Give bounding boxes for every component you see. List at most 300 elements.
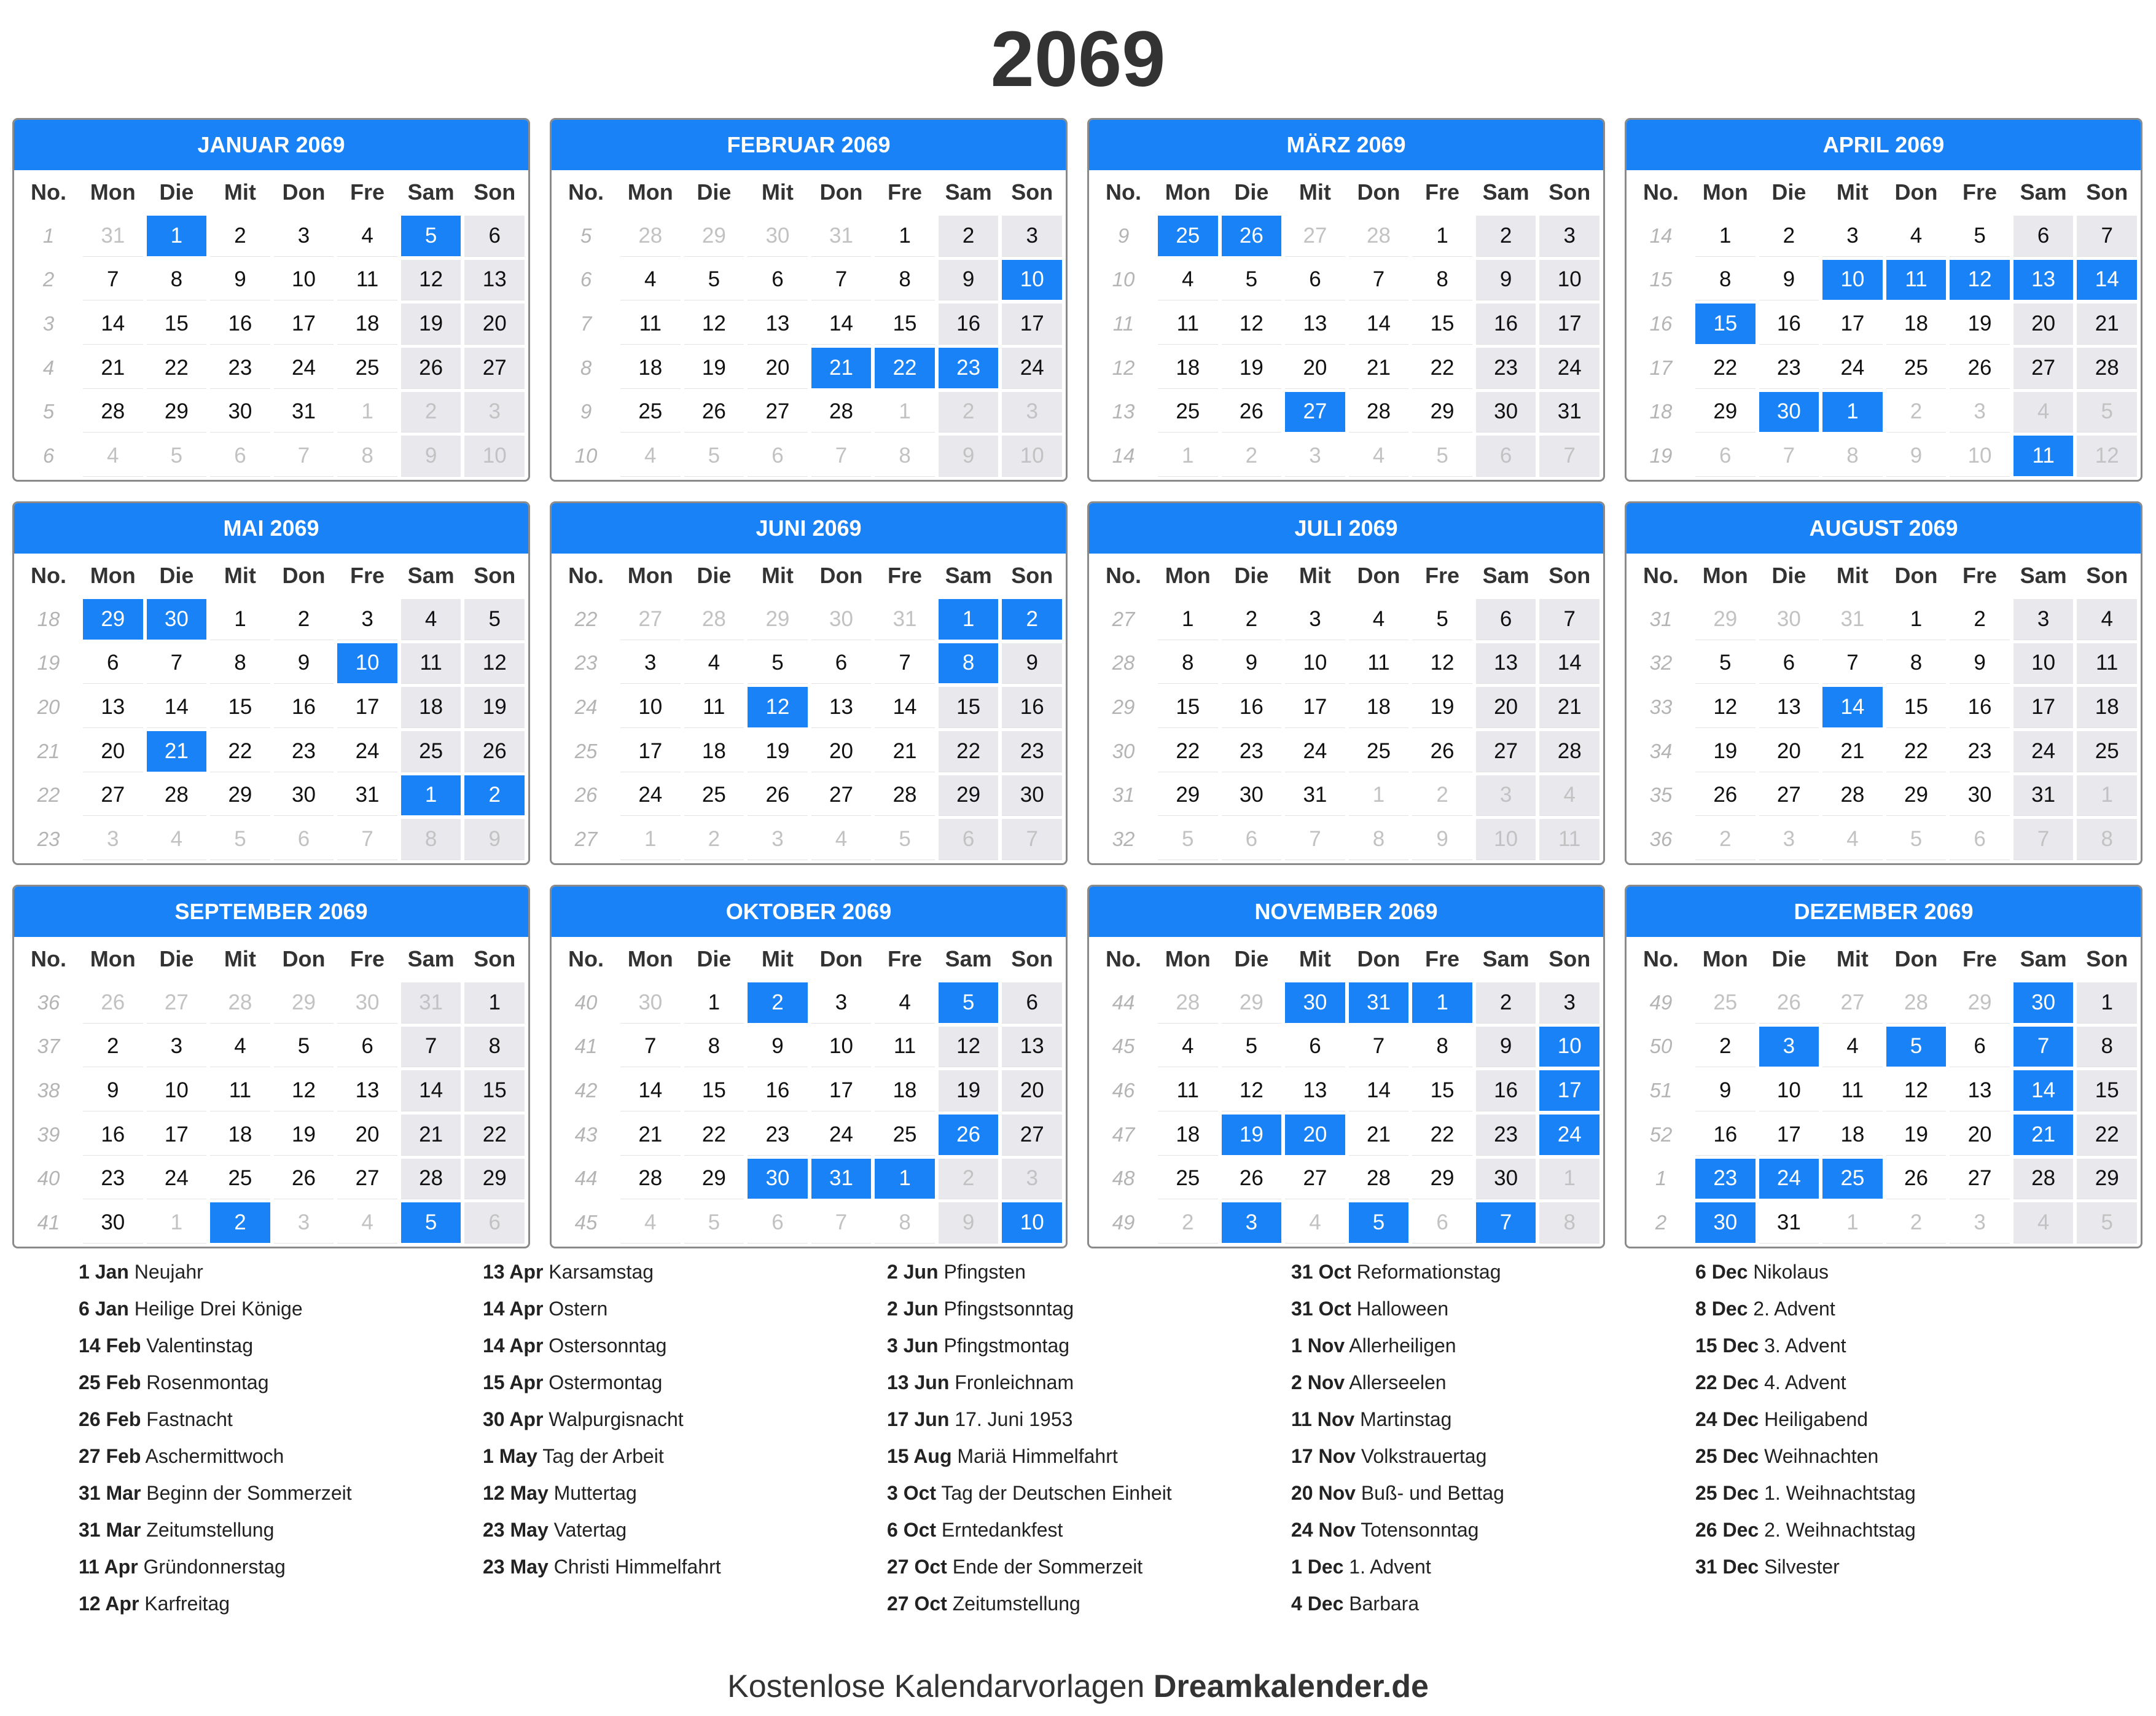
day-cell: 18 <box>1349 687 1409 727</box>
months-grid <box>12 118 2144 1248</box>
weekday-header: Son <box>474 946 516 971</box>
day-cell: 8 <box>464 1027 525 1067</box>
holiday-item <box>79 1475 483 1511</box>
day-cell: 5 <box>274 1027 334 1067</box>
day-cell: 16 <box>1476 304 1536 344</box>
weekday-header: Mon <box>90 946 136 971</box>
holiday-date: 17 Nov <box>1291 1445 1356 1467</box>
holiday-name: Tag der Deutschen Einheit <box>941 1482 1172 1504</box>
holiday-item <box>79 1401 483 1438</box>
day-cell: 4 <box>620 436 681 476</box>
day-cell: 7 <box>875 643 935 684</box>
day-cell: 19 <box>1222 1115 1282 1155</box>
day-cell: 27 <box>464 348 525 388</box>
day-cell: 19 <box>939 1070 999 1111</box>
holiday-date: 15 Apr <box>483 1371 544 1393</box>
day-cell: 24 <box>1285 731 1345 772</box>
holiday-column <box>1695 1253 2099 1622</box>
day-cell: 15 <box>1158 687 1218 727</box>
holiday-item <box>1695 1475 2099 1511</box>
weekday-header: Mon <box>1702 563 1748 588</box>
holiday-item <box>1695 1511 2099 1548</box>
weekday-header: Sam <box>2020 946 2067 971</box>
month-grid <box>1627 170 2141 480</box>
holiday-item <box>79 1327 483 1364</box>
day-cell: 4 <box>401 599 461 640</box>
weekday-header: Don <box>282 946 326 971</box>
month-grid <box>1627 937 2141 1247</box>
day-cell: 27 <box>83 775 143 816</box>
day-cell: 2 <box>1886 392 1947 433</box>
day-cell: 29 <box>1222 982 1282 1023</box>
week-number: 18 <box>37 607 60 630</box>
day-cell: 31 <box>274 392 334 433</box>
month-grid <box>552 170 1066 480</box>
day-cell: 3 <box>147 1027 207 1067</box>
week-number: 33 <box>1649 695 1673 719</box>
day-cell: 4 <box>1886 216 1947 256</box>
day-cell: 9 <box>939 1202 999 1243</box>
day-cell: 17 <box>1539 304 1599 344</box>
week-number: 42 <box>574 1079 598 1102</box>
day-cell: 8 <box>210 643 270 684</box>
month-calendar <box>12 118 530 482</box>
day-cell: 28 <box>147 775 207 816</box>
week-number: 1 <box>1655 1167 1667 1190</box>
day-cell: 6 <box>1695 436 1756 476</box>
week-number: 32 <box>1112 828 1135 851</box>
day-cell: 17 <box>1759 1115 1819 1155</box>
day-cell: 9 <box>464 819 525 860</box>
holiday-item <box>1291 1511 1695 1548</box>
week-number: 41 <box>574 1035 598 1058</box>
week-number: 2 <box>1655 1211 1667 1234</box>
week-number: 36 <box>1649 828 1673 851</box>
week-number: 19 <box>37 651 60 675</box>
month-title: DEZEMBER 2069 <box>1627 887 2141 937</box>
holiday-item <box>1291 1548 1695 1585</box>
day-cell: 30 <box>1695 1202 1756 1243</box>
day-cell: 21 <box>1539 687 1599 727</box>
day-cell: 13 <box>1476 643 1536 684</box>
day-cell: 14 <box>2013 1070 2074 1111</box>
week-number: 49 <box>1649 990 1673 1014</box>
day-cell: 5 <box>684 1202 744 1243</box>
day-cell: 26 <box>1222 392 1282 433</box>
day-cell: 9 <box>401 436 461 476</box>
holiday-date: 13 Apr <box>483 1261 544 1283</box>
holiday-name: Pfingstmontag <box>943 1334 1070 1357</box>
week-number: 48 <box>1112 1167 1135 1190</box>
week-number: 31 <box>1112 783 1135 807</box>
day-cell: 29 <box>464 1159 525 1199</box>
day-cell: 11 <box>1349 643 1409 684</box>
day-cell: 29 <box>1695 599 1756 640</box>
week-number: 19 <box>1649 444 1673 468</box>
weekday-header: Don <box>1357 563 1400 588</box>
day-cell: 22 <box>2077 1115 2137 1155</box>
day-cell: 2 <box>1759 216 1819 256</box>
day-cell: 21 <box>2077 304 2137 344</box>
holiday-date: 11 Apr <box>79 1556 138 1578</box>
day-cell: 1 <box>1822 392 1883 433</box>
holiday-date: 22 Dec <box>1695 1371 1759 1393</box>
day-cell: 16 <box>1222 687 1282 727</box>
day-cell: 10 <box>274 260 334 300</box>
holiday-item <box>1695 1327 2099 1364</box>
day-cell: 12 <box>748 687 808 727</box>
day-cell: 26 <box>684 392 744 433</box>
weekday-header: No. <box>31 563 66 588</box>
day-cell: 5 <box>939 982 999 1023</box>
holiday-name: Pfingstsonntag <box>943 1298 1074 1320</box>
day-cell: 15 <box>2077 1070 2137 1111</box>
holiday-date: 24 Nov <box>1291 1519 1356 1541</box>
day-cell: 31 <box>83 216 143 256</box>
holiday-name: 4. Advent <box>1764 1371 1846 1393</box>
day-cell: 25 <box>875 1115 935 1155</box>
weekday-header: Die <box>159 179 194 205</box>
day-cell: 3 <box>1222 1202 1282 1243</box>
holiday-item <box>887 1364 1291 1401</box>
holiday-date: 2 Jun <box>887 1298 939 1320</box>
day-cell: 17 <box>1539 1070 1599 1111</box>
holiday-date: 8 Dec <box>1695 1298 1748 1320</box>
weekday-header: Fre <box>1963 563 1998 588</box>
day-cell: 26 <box>83 982 143 1023</box>
holiday-item <box>1695 1364 2099 1401</box>
week-number: 49 <box>1112 1211 1135 1234</box>
week-number: 36 <box>37 990 60 1014</box>
holiday-name: Ende der Sommerzeit <box>952 1556 1143 1578</box>
day-cell: 3 <box>1285 599 1345 640</box>
day-cell: 30 <box>337 982 397 1023</box>
holiday-name: Zeitumstellung <box>952 1593 1080 1615</box>
day-cell: 4 <box>684 643 744 684</box>
day-cell: 22 <box>210 731 270 772</box>
day-cell: 23 <box>1002 731 1062 772</box>
weekday-header: No. <box>31 179 66 205</box>
holiday-date: 14 Apr <box>483 1298 544 1320</box>
day-cell: 11 <box>1158 1070 1218 1111</box>
day-cell: 10 <box>1476 819 1536 860</box>
day-cell: 24 <box>1759 1159 1819 1199</box>
day-cell: 13 <box>1285 304 1345 344</box>
day-cell: 8 <box>684 1027 744 1067</box>
weekday-header: No. <box>1106 946 1141 971</box>
weekday-header: Don <box>1894 179 1938 205</box>
day-cell: 30 <box>1950 775 2010 816</box>
day-cell: 26 <box>274 1159 334 1199</box>
day-cell: 12 <box>464 643 525 684</box>
day-cell: 16 <box>748 1070 808 1111</box>
day-cell: 9 <box>274 643 334 684</box>
day-cell: 9 <box>210 260 270 300</box>
day-cell: 19 <box>1950 304 2010 344</box>
holiday-name: Halloween <box>1356 1298 1449 1320</box>
day-cell: 2 <box>1222 436 1282 476</box>
day-cell: 29 <box>1886 775 1947 816</box>
day-cell: 7 <box>1476 1202 1536 1243</box>
day-cell: 9 <box>1222 643 1282 684</box>
weekday-header: Sam <box>407 946 455 971</box>
holiday-name: Totensonntag <box>1361 1519 1479 1541</box>
day-cell: 14 <box>147 687 207 727</box>
holiday-item <box>483 1253 887 1290</box>
weekday-header: Fre <box>1425 946 1460 971</box>
weekday-header: Die <box>159 946 194 971</box>
day-cell: 5 <box>684 436 744 476</box>
day-cell: 4 <box>1822 1027 1883 1067</box>
month-title: JULI 2069 <box>1089 503 1603 554</box>
day-cell: 15 <box>684 1070 744 1111</box>
day-cell: 9 <box>939 260 999 300</box>
day-cell: 6 <box>1759 643 1819 684</box>
holiday-item <box>483 1475 887 1511</box>
day-cell: 16 <box>1476 1070 1536 1111</box>
day-cell: 27 <box>337 1159 397 1199</box>
holiday-name: Neujahr <box>134 1261 203 1283</box>
day-cell: 28 <box>210 982 270 1023</box>
holiday-name: Heiligabend <box>1764 1408 1869 1430</box>
day-cell: 13 <box>337 1070 397 1111</box>
day-cell: 19 <box>748 731 808 772</box>
week-number: 27 <box>574 828 598 851</box>
day-cell: 3 <box>1539 216 1599 256</box>
day-cell: 23 <box>1695 1159 1756 1199</box>
day-cell: 30 <box>1222 775 1282 816</box>
holiday-item <box>79 1364 483 1401</box>
day-cell: 1 <box>620 819 681 860</box>
holiday-name: 1. Advent <box>1349 1556 1431 1578</box>
weekday-header: Mon <box>1702 946 1748 971</box>
day-cell: 7 <box>1539 599 1599 640</box>
weekday-header: Die <box>697 563 732 588</box>
holiday-date: 1 Dec <box>1291 1556 1344 1578</box>
day-cell: 6 <box>464 1202 525 1243</box>
week-number: 11 <box>1112 312 1135 335</box>
month-grid <box>552 554 1066 863</box>
day-cell: 1 <box>875 1159 935 1199</box>
day-cell: 31 <box>811 216 872 256</box>
day-cell: 31 <box>1285 775 1345 816</box>
day-cell: 10 <box>464 436 525 476</box>
day-cell: 31 <box>1759 1202 1819 1243</box>
day-cell: 25 <box>337 348 397 388</box>
weekday-header: Mit <box>1299 946 1331 971</box>
weekday-header: Mit <box>761 179 794 205</box>
weekday-header: Fre <box>1425 179 1460 205</box>
day-cell: 17 <box>2013 687 2074 727</box>
month-calendar <box>550 501 1068 865</box>
day-cell: 12 <box>1950 260 2010 300</box>
month-grid <box>14 554 528 863</box>
day-cell: 22 <box>1695 348 1756 388</box>
holiday-name: Reformationstag <box>1356 1261 1501 1283</box>
day-cell: 2 <box>1002 599 1062 640</box>
day-cell: 19 <box>1886 1115 1947 1155</box>
day-cell: 8 <box>1158 643 1218 684</box>
month-calendar <box>1625 118 2142 482</box>
day-cell: 6 <box>1222 819 1282 860</box>
day-cell: 22 <box>1158 731 1218 772</box>
day-cell: 7 <box>83 260 143 300</box>
day-cell: 8 <box>1349 819 1409 860</box>
weekday-header: Mon <box>627 179 673 205</box>
day-cell: 1 <box>1539 1159 1599 1199</box>
day-cell: 5 <box>1886 1027 1947 1067</box>
day-cell: 31 <box>1349 982 1409 1023</box>
day-cell: 27 <box>2013 348 2074 388</box>
holiday-item <box>1695 1438 2099 1475</box>
weekday-header: No. <box>1643 563 1679 588</box>
day-cell: 12 <box>939 1027 999 1067</box>
day-cell: 22 <box>939 731 999 772</box>
weekday-header: Don <box>819 946 863 971</box>
day-cell: 8 <box>2077 1027 2137 1067</box>
holiday-date: 6 Jan <box>79 1298 129 1320</box>
holiday-date: 25 Dec <box>1695 1445 1759 1467</box>
weekday-header: Mit <box>1836 563 1869 588</box>
day-cell: 5 <box>1412 599 1472 640</box>
day-cell: 20 <box>2013 304 2074 344</box>
holiday-date: 14 Feb <box>79 1334 141 1357</box>
month-title: APRIL 2069 <box>1627 120 2141 170</box>
day-cell: 2 <box>464 775 525 816</box>
weekday-header: Son <box>1011 179 1053 205</box>
holiday-name: Gründonnerstag <box>143 1556 286 1578</box>
holiday-name: 2. Weihnachtstag <box>1764 1519 1916 1541</box>
day-cell: 11 <box>1539 819 1599 860</box>
day-cell: 7 <box>1822 643 1883 684</box>
day-cell: 29 <box>1158 775 1218 816</box>
holiday-name: Buß- und Bettag <box>1361 1482 1504 1504</box>
day-cell: 28 <box>1349 392 1409 433</box>
weekday-header: Fre <box>1425 563 1460 588</box>
day-cell: 10 <box>1285 643 1345 684</box>
day-cell: 3 <box>274 216 334 256</box>
day-cell: 18 <box>1158 1115 1218 1155</box>
day-cell: 24 <box>1539 348 1599 388</box>
day-cell: 5 <box>464 599 525 640</box>
week-number: 31 <box>1649 607 1673 630</box>
day-cell: 2 <box>939 392 999 433</box>
day-cell: 23 <box>1759 348 1819 388</box>
day-cell: 3 <box>1539 982 1599 1023</box>
month-title: MÄRZ 2069 <box>1089 120 1603 170</box>
day-cell: 7 <box>2077 216 2137 256</box>
day-cell: 19 <box>1695 731 1756 772</box>
day-cell: 10 <box>1759 1070 1819 1111</box>
day-cell: 3 <box>748 819 808 860</box>
weekday-header: Son <box>2086 563 2128 588</box>
weekday-header: Son <box>1549 946 1591 971</box>
day-cell: 3 <box>1822 216 1883 256</box>
holiday-date: 20 Nov <box>1291 1482 1356 1504</box>
day-cell: 7 <box>811 260 872 300</box>
day-cell: 14 <box>1822 687 1883 727</box>
day-cell: 26 <box>1759 982 1819 1023</box>
holiday-name: Pfingsten <box>943 1261 1026 1283</box>
week-number: 22 <box>37 783 60 807</box>
day-cell: 27 <box>620 599 681 640</box>
day-cell: 29 <box>748 599 808 640</box>
day-cell: 14 <box>83 304 143 344</box>
day-cell: 30 <box>811 599 872 640</box>
day-cell: 20 <box>1759 731 1819 772</box>
holiday-item <box>887 1327 1291 1364</box>
day-cell: 25 <box>1886 348 1947 388</box>
day-cell: 24 <box>1002 348 1062 388</box>
day-cell: 10 <box>1950 436 2010 476</box>
holiday-name: 1. Weihnachtstag <box>1764 1482 1916 1504</box>
day-cell: 28 <box>811 392 872 433</box>
day-cell: 6 <box>1285 1027 1345 1067</box>
holiday-date: 31 Oct <box>1291 1298 1351 1320</box>
day-cell: 9 <box>1886 436 1947 476</box>
day-cell: 5 <box>1222 260 1282 300</box>
holiday-name: Walpurgisnacht <box>549 1408 684 1430</box>
day-cell: 5 <box>875 819 935 860</box>
holiday-item <box>1291 1327 1695 1364</box>
holiday-date: 31 Oct <box>1291 1261 1351 1283</box>
weekday-header: Fre <box>888 946 923 971</box>
day-cell: 6 <box>939 819 999 860</box>
page-title: 2069 <box>990 15 1166 103</box>
day-cell: 1 <box>2077 775 2137 816</box>
weekday-header: Mon <box>1702 179 1748 205</box>
weekday-header: Die <box>1234 563 1269 588</box>
weekday-header: Mon <box>1165 946 1211 971</box>
day-cell: 13 <box>2013 260 2074 300</box>
day-cell: 17 <box>337 687 397 727</box>
holiday-name: Karsamstag <box>549 1261 654 1283</box>
day-cell: 3 <box>1002 216 1062 256</box>
week-number: 47 <box>1112 1122 1135 1146</box>
holiday-date: 1 Jan <box>79 1261 129 1283</box>
footer <box>0 1665 2156 1708</box>
day-cell: 28 <box>1822 775 1883 816</box>
week-number: 23 <box>37 828 60 851</box>
day-cell: 11 <box>620 304 681 344</box>
day-cell: 27 <box>1285 392 1345 433</box>
day-cell: 14 <box>401 1070 461 1111</box>
day-cell: 18 <box>2077 687 2137 727</box>
day-cell: 18 <box>620 348 681 388</box>
weekday-header: Sam <box>2020 179 2067 205</box>
holiday-date: 15 Dec <box>1695 1334 1759 1357</box>
day-cell: 26 <box>1950 348 2010 388</box>
week-number: 21 <box>37 739 60 762</box>
weekday-header: Sam <box>407 179 455 205</box>
day-cell: 4 <box>337 1202 397 1243</box>
day-cell: 19 <box>1222 348 1282 388</box>
day-cell: 4 <box>620 1202 681 1243</box>
day-cell: 4 <box>1349 436 1409 476</box>
day-cell: 26 <box>1222 216 1282 256</box>
day-cell: 28 <box>1349 216 1409 256</box>
day-cell: 2 <box>401 392 461 433</box>
day-cell: 16 <box>274 687 334 727</box>
day-cell: 7 <box>337 819 397 860</box>
day-cell: 23 <box>210 348 270 388</box>
day-cell: 4 <box>1285 1202 1345 1243</box>
holiday-date: 27 Oct <box>887 1593 947 1615</box>
day-cell: 30 <box>1759 392 1819 433</box>
week-number: 32 <box>1649 651 1673 675</box>
day-cell: 1 <box>1158 599 1218 640</box>
weekday-header: Fre <box>1963 946 1998 971</box>
